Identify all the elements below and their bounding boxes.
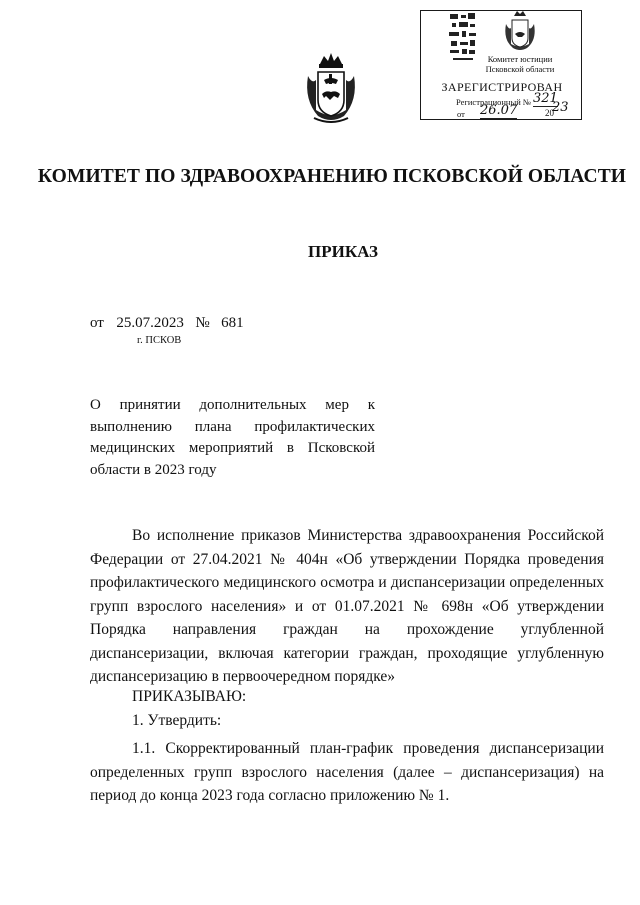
stamp-registered-label: ЗАРЕГИСТРИРОВАН: [441, 80, 563, 94]
stamp-reg-number: 321: [533, 91, 558, 106]
stamp-coat-of-arms-icon: [500, 10, 540, 52]
order-number-label: №: [195, 315, 210, 331]
item-1: 1. Утвердить:: [132, 712, 222, 729]
stamp-date: 26.07: [480, 103, 518, 118]
stamp-year-prefix: 20: [545, 108, 554, 118]
organization-title: КОМИТЕТ ПО ЗДРАВООХРАНЕНИЮ ПСКОВСКОЙ ОБЛАСТИ: [37, 166, 627, 187]
stamp-year: 23: [552, 100, 569, 115]
order-subject: О принятии дополнительных мер к выполнению плана профилактических медицинских мероприятий в Псковской области в 2023 году: [90, 397, 375, 478]
stamp-reg-number-label: Регистрационный №: [456, 97, 531, 107]
stamp-date-label: от: [457, 109, 465, 119]
order-from-label: от: [90, 315, 104, 331]
item-1-1: 1.1. Скорректированный план-график проведения диспансеризации определенных групп взрослого населения (далее – диспансеризация) на период до конца 2023 года согласно приложению № 1.: [90, 740, 604, 804]
document-type: ПРИКАЗ: [308, 242, 378, 261]
order-number: 681: [221, 315, 244, 331]
stamp-organization: [470, 54, 570, 74]
stamp-org-line2: Псковской области: [485, 64, 555, 74]
order-city: г. ПСКОВ: [137, 335, 182, 346]
coat-of-arms-icon: [300, 50, 362, 126]
order-details: [90, 315, 244, 332]
intro-paragraph: Во исполнение приказов Министерства здравоохранения Российской Федерации от 27.04.2021 № 404н «Об утверждении Порядка проведения профилактического медицинского осмотра и диспансеризации определенных групп взрослого населения» и от 01.07.2021 № 698н «Об утверждении Порядка направления граждан на прохождение углубленной диспансеризации, включая категории граждан, проходящие углубленную диспансеризацию в первоочередном порядке»: [90, 527, 604, 685]
orders-heading: ПРИКАЗЫВАЮ:: [132, 688, 247, 705]
order-date: 25.07.2023: [116, 315, 184, 331]
stamp-org-line1: Комитет юстиции: [487, 54, 553, 64]
